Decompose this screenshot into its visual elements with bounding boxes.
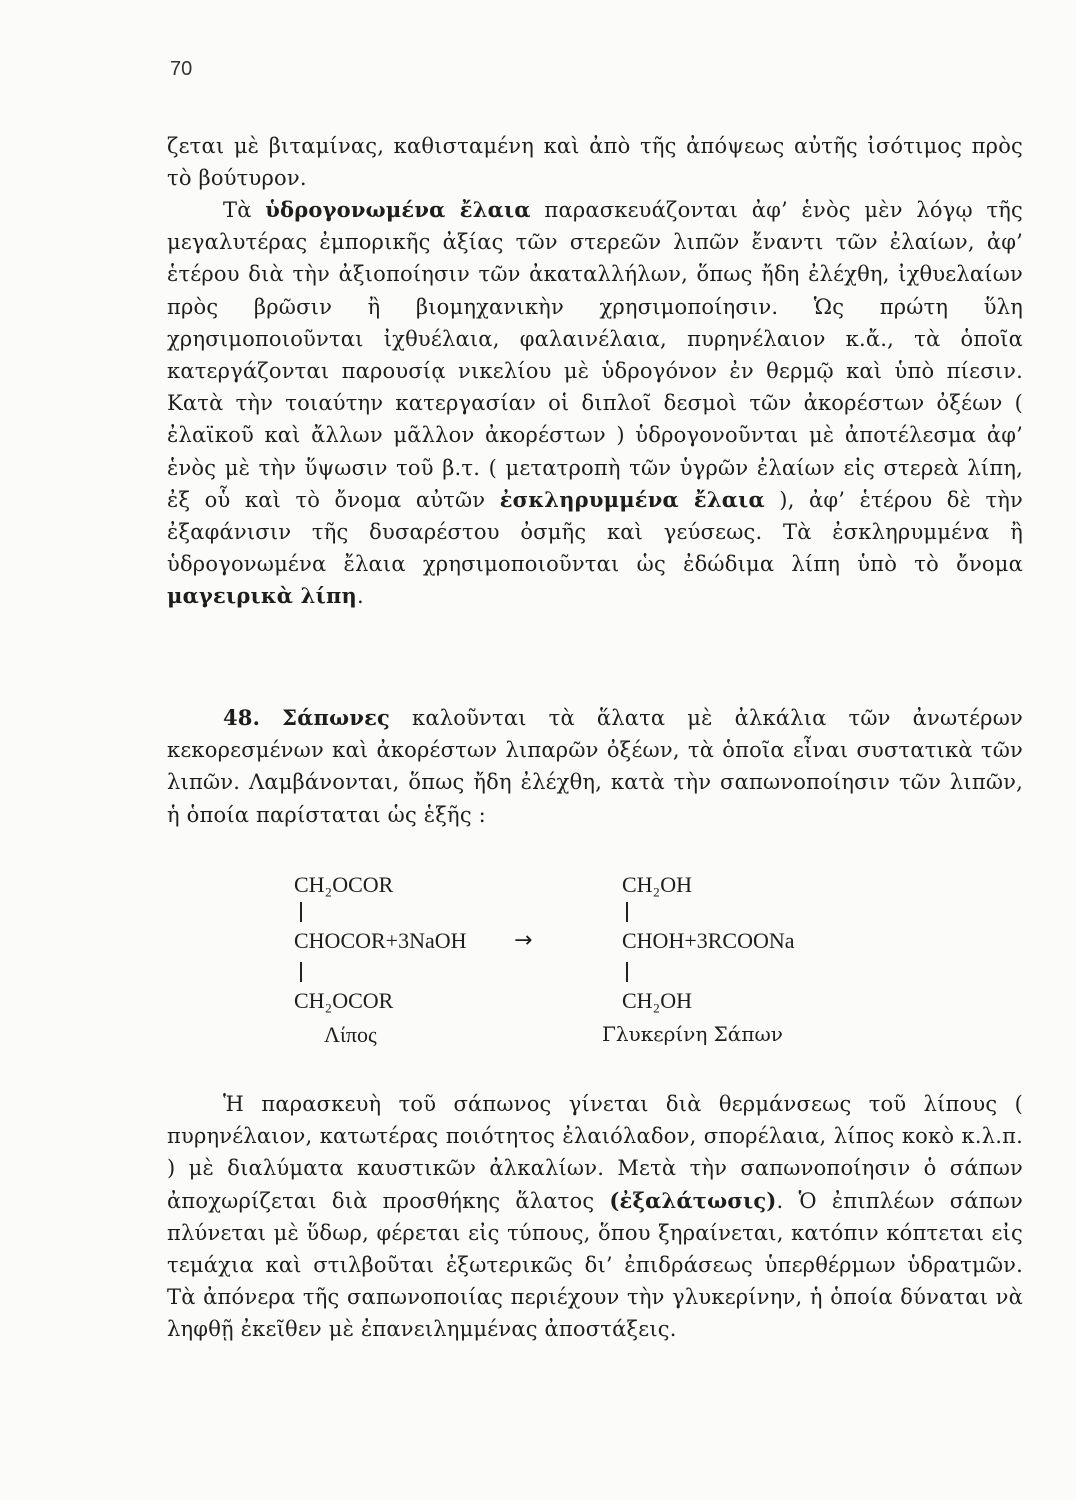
section-48-soaps xyxy=(167,702,1023,831)
label-fat: Λίπος xyxy=(324,1022,377,1047)
page-number: 70 xyxy=(170,58,193,80)
section-48-text: καλοῦνται τὰ ἅλατα μὲ ἀλκάλια τῶν ἀνωτέρων κεκορεσμένων καὶ ἀκορέστων λιπαρῶν ὀξέων, τὰ ὁποῖα εἶναι συστατικὰ τῶν λιπῶν. Λαμβάνονται, ὅπως ἤδη ἐλέχθη, κατὰ τὴν σαπωνοποίησιν τῶν λιπῶν, ἡ ὁποία παρίσταται ὡς ἑξῆς : xyxy=(167,706,1023,827)
saponification-reaction xyxy=(294,872,914,1062)
product-bottom: CH₂OH xyxy=(622,988,693,1013)
bond-line xyxy=(626,962,628,982)
section-title-soaps: Σάπωνες xyxy=(282,705,391,730)
para4-body-1: Ἡ παρασκευὴ τοῦ σάπωνος γίνεται διὰ θερμάνσεως τοῦ λίπους ( πυρηνέλαιον, κατωτέρας ποιότητος ἐλαιόλαδον, σπορέλαια, λίπος κοκὸ κ.λ.π. ) μὲ διαλύματα καυστικῶν ἀλκαλίων. Μετὰ τὴν σαπωνοποίησιν ὁ σάπων ἀποχωρίζεται διὰ προσθήκης ἅλατος xyxy=(167,1092,1023,1213)
paragraph-hydrogenated-oils xyxy=(167,194,1023,613)
product-top: CH₂OH xyxy=(622,872,693,897)
para2-body-2: ), ἀφ’ ἑτέρου δὲ τὴν ἐξαφάνισιν τῆς δυσαρέστου ὀσμῆς καὶ γεύσεως. Τὰ ἐσκληρυμμένα ἢ ὑδρογονωμένα ἔλαια χρησιμοποιοῦνται ὡς ἐδώδιμα λίπη ὑπὸ τὸ ὄνομα xyxy=(167,487,1024,577)
bond-line xyxy=(300,962,302,982)
para2-end: . xyxy=(357,584,364,609)
para2-body-1: παρασκευάζονται ἀφ’ ἑνὸς μὲν λόγῳ τῆς μεγαλυτέρας ἐμπορικῆς ἀξίας τῶν στερεῶν λιπῶν ἔναντι τῶν ἐλαίων, ἀφ’ ἑτέρου διὰ τὴν ἀξιοποίησιν τῶν ἀκαταλλήλων, ὅπως ἤδη ἐλέχθη, ἰχθυελαίων πρὸς βρῶσιν ἢ βιομηχανικὴν χρησιμοποίησιν. Ὡς πρώτη ὕλη χρησιμοποιοῦνται ἰχθυέλαια, φαλαινέλαια, πυρηνέλαιον κ.ἄ., τὰ ὁποῖα κατεργάζονται παρουσίᾳ νικελίου μὲ ὑδρογόνον ἐν θερμῷ καὶ ὑπὸ πίεσιν. Κατὰ τὴν τοιαύτην κατεργασίαν οἱ διπλοῖ δεσμοὶ τῶν ἀκορέστων ὀξέων ( ἐλαϊκοῦ καὶ ἄλλων μᾶλλον ἀκορέστων ) ὑδρογονοῦνται μὲ ἀποτέλεσμα ἀφ’ ἑνὸς μὲ τὴν ὕψωσιν τοῦ β.τ. ( μετατροπὴ τῶν ὑγρῶν ἐλαίων εἰς στερεὰ λίπη, ἐξ οὗ καὶ τὸ ὄνομα αὐτῶν xyxy=(167,198,1023,512)
term-cooking-fats: μαγειρικὰ λίπη xyxy=(167,583,357,609)
reactant-middle: CHOCOR+3NaOH xyxy=(294,928,467,953)
reaction-arrow-icon: → xyxy=(514,928,533,953)
paragraph-soap-preparation xyxy=(167,1088,1023,1346)
para2-lead: Τὰ xyxy=(223,198,266,222)
reactant-bottom: CH₂OCOR xyxy=(294,988,394,1013)
paragraph-1-text: ζεται μὲ βιταμίνας, καθισταμένη καὶ ἀπὸ τῆς ἀπόψεως αὐτῆς ἰσότιμος πρὸς τὸ βούτυρον. xyxy=(167,134,1023,191)
term-hardened-oils: ἐσκληρυμμένα ἔλαια xyxy=(499,486,765,512)
section-number: 48. xyxy=(223,705,261,730)
bond-line xyxy=(626,902,628,922)
reactant-top: CH₂OCOR xyxy=(294,872,394,897)
label-glycerin-soap: Γλυκερίνη Σάπων xyxy=(602,1022,783,1046)
bond-line xyxy=(300,902,302,922)
product-middle: CHOH+3RCOONa xyxy=(622,928,795,953)
para4-body-2: . Ὁ ἐπιπλέων σάπων πλύνεται μὲ ὕδωρ, φέρεται εἰς τύπους, ὅπου ξηραίνεται, κατόπιν κόπτεται εἰς τεμάχια καὶ στιλβοῦται ἐξωτερικῶς δι’ ἐπιδράσεως ὑπερθέρμων ὑδρατμῶν. Τὰ ἀπόνερα τῆς σαπωνοποιίας περιέχουν τὴν γλυκερίνην, ἡ ὁποία δύναται νὰ ληφθῇ ἐκεῖθεν μὲ ἐπανειλημμένας ἀποστάξεις. xyxy=(167,1188,1023,1342)
paragraph-vitamins xyxy=(167,130,1023,194)
term-salting-out: (ἐξαλάτωσις) xyxy=(609,1187,777,1213)
term-hydrogenated-oils: ὑδρογονωμένα ἔλαια xyxy=(265,197,531,222)
